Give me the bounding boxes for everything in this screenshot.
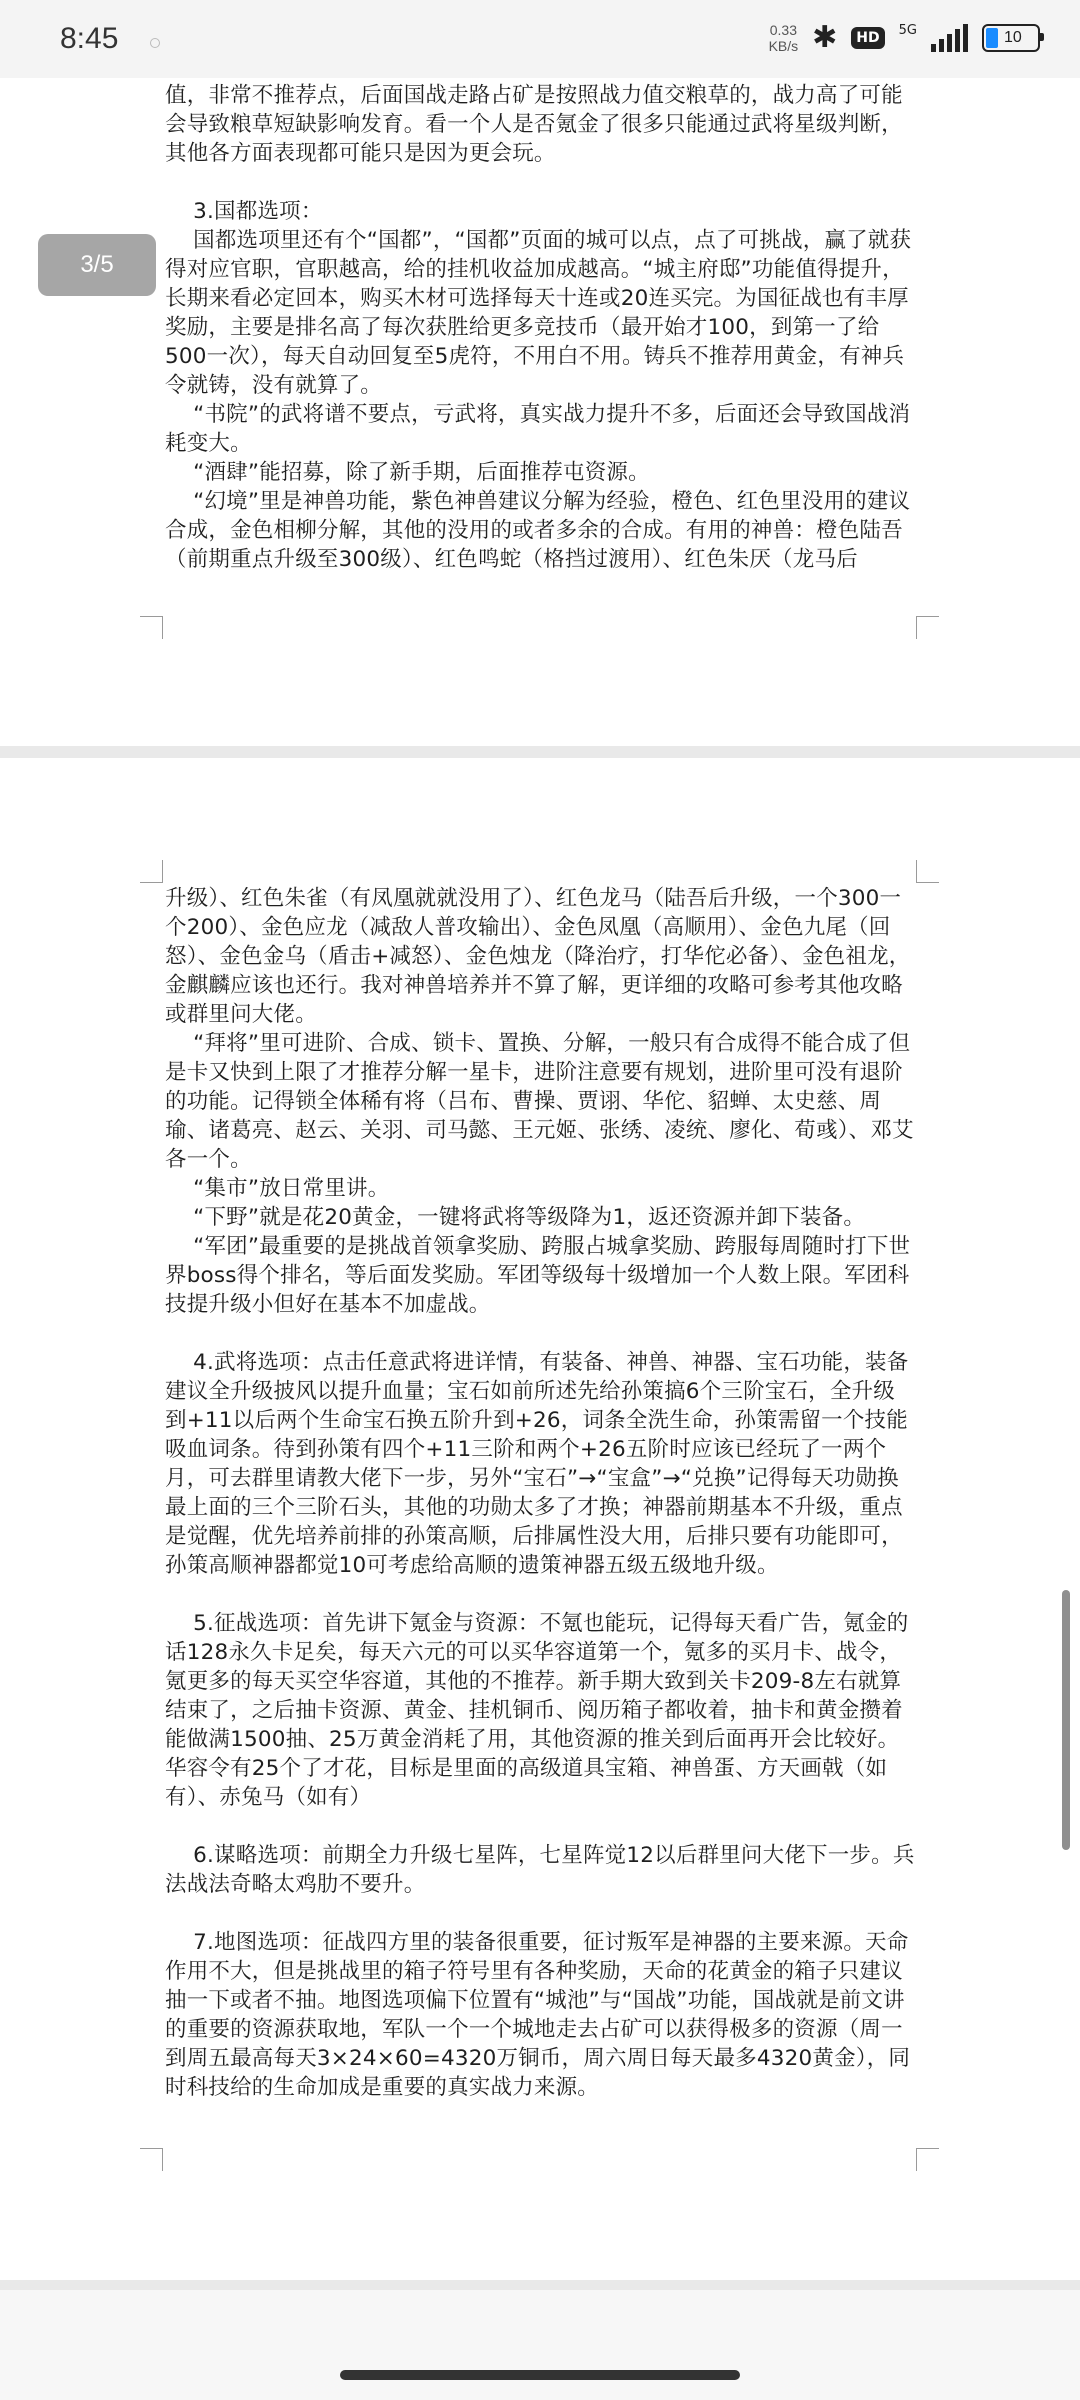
network-type: 5G: [898, 22, 917, 38]
paragraph: 4.武将选项：点击任意武将进详情，有装备、神兽、神器、宝石功能，装备建议全升级披风以提升血量；宝石如前所述先给孙策搞6个三阶宝石，全升级到+11以后两个生命宝石换五阶升到+26，词条全洗生命，孙策需留一个技能吸血词条。待到孙策有四个+11三阶和两个+26五阶时应该已经玩了一两个月，可去群里请教大佬下一步，另外“宝石”→“宝盒”→“兑换”记得每天功勋换最上面的三个三阶石头，其他的功勋太多了才换；神器前期基本不升级，重点是觉醒，优先培养前排的孙策高顺，后排属性没大用，后排只要有功能即可，孙策高顺神器都觉10可考虑给高顺的遗策神器五级五级地升级。: [165, 1350, 909, 1578]
page-corner-mark: [140, 860, 163, 883]
paragraph: “集市”放日常里讲。: [165, 1176, 390, 1201]
document-page-1: [0, 0, 1080, 746]
status-bar: [0, 0, 1080, 78]
bottom-area: [0, 2290, 1080, 2400]
paragraph: “幻境”里是神兽功能，紫色神兽建议分解为经验，橙色、红色里没用的建议合成，金色相柳分解，其他的没用的或者多余的合成。有用的神兽：橙色陆吾（前期重点升级至300级）、红色鸣蛇（格挡过渡用）、红色朱厌（龙马后: [165, 489, 911, 572]
paragraph: 5.征战选项：首先讲下氪金与资源：不氪也能玩，记得每天看广告，氪金的话128永久卡足矣，每天六元的可以买华容道第一个，氪多的买月卡、战令，氪更多的每天买空华容道，其他的不推荐。新手期大致到关卡209-8左右就算结束了，之后抽卡资源、黄金、挂机铜币、阅历箱子都收着，抽卡和黄金攒着能做满1500抽、25万黄金消耗了用，其他资源的推关到后面再开会比较好。华容令有25个了才花，目标是里面的高级道具宝箱、神兽蛋、方天画戟（如有）、赤兔马（如有）: [165, 1611, 909, 1810]
page-corner-mark: [916, 860, 939, 883]
page-1-text: [165, 52, 915, 574]
net-speed: [769, 22, 799, 54]
scrollbar-thumb[interactable]: [1062, 1590, 1070, 1850]
paragraph: [165, 1812, 915, 1841]
paragraph: “酒肆”能招募，除了新手期，后面推荐屯资源。: [165, 460, 650, 485]
clock-time: 8:45: [60, 22, 119, 55]
paragraph: 6.谋略选项：前期全力升级七星阵，七星阵觉12以后群里问大佬下一步。兵法战法奇略太鸡肋不要升。: [165, 1843, 915, 1897]
battery-level: 10: [1004, 29, 1022, 46]
page-corner-mark: [916, 2148, 939, 2171]
battery-icon: [982, 24, 1040, 52]
page-corner-mark: [140, 2148, 163, 2171]
paragraph: [165, 1899, 915, 1928]
paragraph: [165, 1580, 915, 1609]
notification-dot-icon: [150, 38, 160, 48]
paragraph: [165, 168, 915, 197]
bluetooth-icon: ✱: [812, 20, 838, 55]
net-speed-value: 0.33: [769, 22, 797, 38]
paragraph: 国都选项里还有个“国都”，“国都”页面的城可以点，点了可挑战，赢了就获得对应官职，官职越高，给的挂机收益加成越高。“城主府邸”功能值得提升，长期来看必定回本，购买木材可选择每天十连或20连买完。为国征战也有丰厚奖励，主要是排名高了每次获胜给更多竞技币（最开始才100，到第一了给500一次），每天自动回复至5虎符，不用白不用。铸兵不推荐用黄金，有神兵令就铸，没有就算了。: [165, 228, 912, 398]
page-corner-mark: [140, 616, 163, 639]
paragraph: 3.国都选项：: [165, 199, 323, 224]
paragraph: 升级）、红色朱雀（有凤凰就就没用了）、红色龙马（陆吾后升级，一个300一个200）、金色应龙（减敌人普攻输出）、金色凤凰（高顺用）、金色九尾（回怒）、金色金乌（盾击+减怒）、金色烛龙（降治疗，打华佗必备）、金色祖龙，金麒麟应该也还行。我对神兽培养并不算了解，更详细的攻略可参考其他攻略或群里问大佬。: [165, 886, 911, 1027]
signal-strength-icon: [931, 24, 968, 52]
document-page-2: [0, 758, 1080, 2280]
net-speed-unit: KB/s: [768, 38, 799, 54]
paragraph: 值，非常不推荐点，后面国战走路占矿是按照战力值交粮草的，战力高了可能会导致粮草短缺影响发育。看一个人是否氪金了很多只能通过武将星级判断，其他各方面表现都可能只是因为更会玩。: [165, 83, 903, 166]
home-indicator[interactable]: [340, 2370, 740, 2380]
paragraph: [165, 1319, 915, 1348]
paragraph: “下野”就是花20黄金，一键将武将等级降为1，返还资源并卸下装备。: [165, 1205, 866, 1230]
paragraph: “军团”最重要的是挑战首领拿奖励、跨服占城拿奖励、跨服每周随时打下世界boss得个排名，等后面发奖励。军团等级每十级增加一个人数上限。军团科技提升级小但好在基本不加虚战。: [165, 1234, 911, 1317]
paragraph: 7.地图选项：征战四方里的装备很重要，征讨叛军是神器的主要来源。天命作用不大，但是挑战里的箱子符号里有各种奖励，天命的花黄金的箱子只建议抽一下或者不抽。地图选项偏下位置有“城池”与“国战”功能，国战就是前文讲的重要的资源获取地，军队一个一个城地走去占矿可以获得极多的资源（周一到周五最高每天3×24×60=4320万铜币，周六周日每天最多4320黄金），同时科技给的生命加成是重要的真实战力来源。: [165, 1930, 911, 2100]
page-2-text: [165, 884, 915, 2102]
page-corner-mark: [916, 616, 939, 639]
hd-voice-icon: HD: [851, 27, 884, 49]
status-icons: [769, 22, 1040, 54]
paragraph: “书院”的武将谱不要点，亏武将，真实战力提升不多，后面还会导致国战消耗变大。: [165, 402, 911, 456]
paragraph: “拜将”里可进阶、合成、锁卡、置换、分解，一般只有合成得不能合成了但是卡又快到上限了才推荐分解一星卡，进阶注意要有规划，进阶里可没有退阶的功能。记得锁全体稀有将（吕布、曹操、贾诩、华佗、貂蝉、太史慈、周瑜、诸葛亮、赵云、关羽、司马懿、王元姬、张绣、凌统、廖化、荀彧）、邓艾各一个。: [165, 1031, 914, 1172]
page-indicator: 3/5: [38, 234, 156, 296]
